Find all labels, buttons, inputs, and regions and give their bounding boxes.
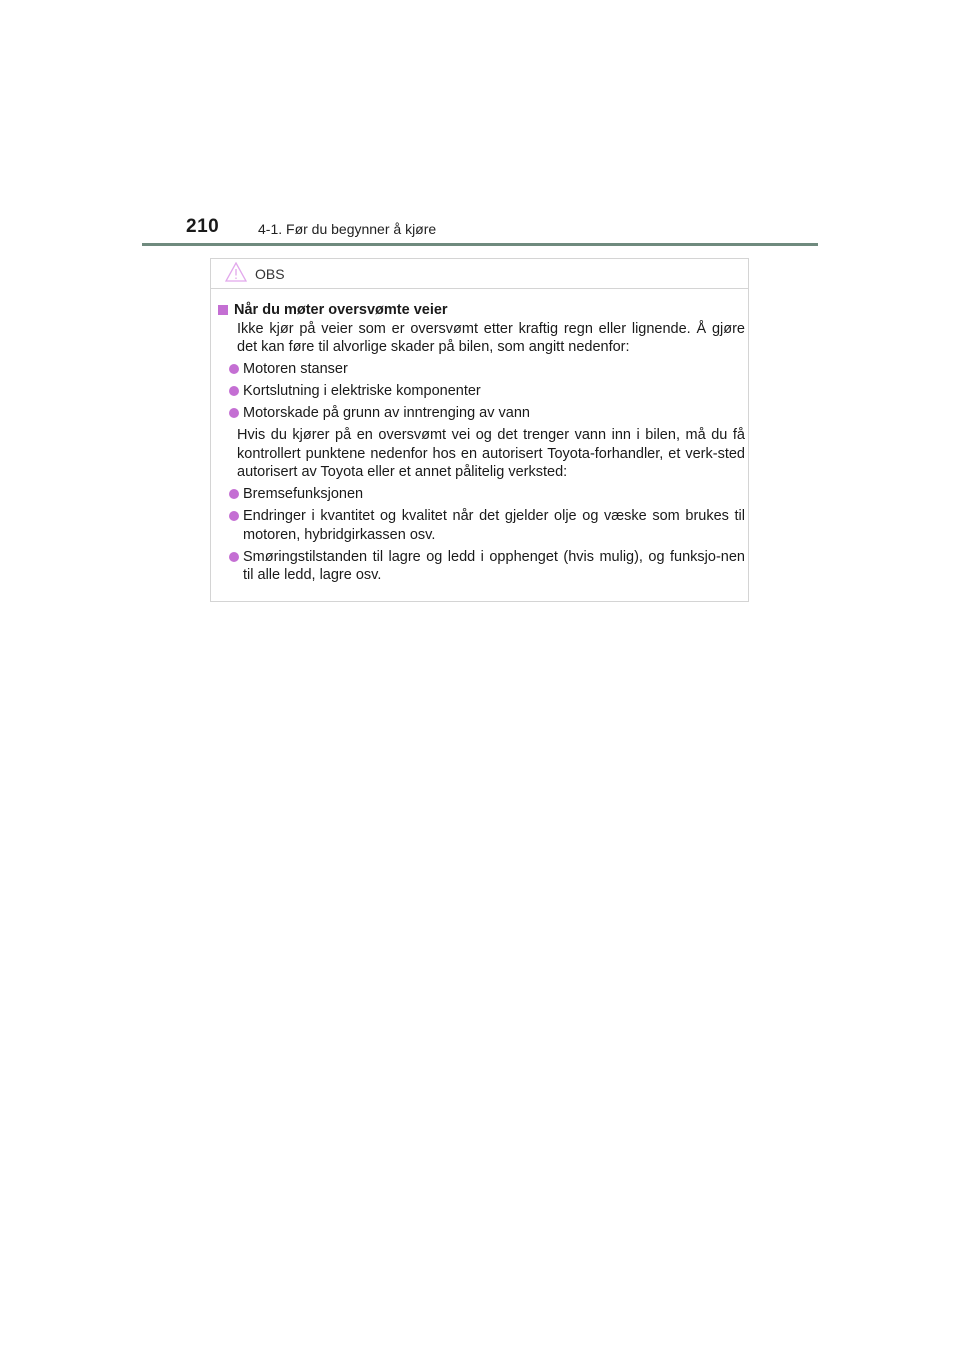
list-item: Motorskade på grunn av inntrenging av vann	[217, 404, 745, 423]
section-title: 4-1. Før du begynner å kjøre	[258, 221, 437, 237]
header-rule	[142, 243, 818, 246]
caution-title: OBS	[255, 266, 285, 282]
list-item: Bremsefunksjonen	[217, 485, 745, 504]
square-bullet-icon	[218, 305, 228, 315]
intro-paragraph: Ikke kjør på veier som er oversvømt etter kraftig regn eller lignende. Å gjøre det kan føre til alvorlige skader på bilen, som angitt nedenfor:	[237, 320, 745, 355]
middle-paragraph: Hvis du kjører på en oversvømt vei og det trenger vann inn i bilen, må du få kontrollert punktene nedenfor hos en autorisert Toyota-forhandler, et verk-sted autorisert av Toyota eller et annet pålitelig verksted:	[237, 427, 745, 480]
caution-header	[211, 259, 748, 289]
page-header	[186, 216, 818, 244]
list-item: Kortslutning i elektriske komponenter	[217, 382, 745, 401]
warning-triangle-icon	[225, 262, 247, 282]
page-number: 210	[186, 216, 220, 237]
bullet-dot-icon	[229, 386, 239, 396]
caution-content	[217, 301, 745, 585]
bullet-dot-icon	[229, 364, 239, 374]
caution-box	[210, 258, 749, 602]
bullet-dot-icon	[229, 552, 239, 562]
topic-heading	[217, 301, 745, 320]
bullet-dot-icon	[229, 489, 239, 499]
list-item: Smøringstilstanden til lagre og ledd i opphenget (hvis mulig), og funksjo-nen til alle ledd, lagre osv.	[217, 548, 745, 585]
list-item: Motoren stanser	[217, 360, 745, 379]
bullet-dot-icon	[229, 511, 239, 521]
bullet-dot-icon	[229, 408, 239, 418]
topic-heading-text: Når du møter oversvømte veier	[234, 302, 448, 318]
list-item: Endringer i kvantitet og kvalitet når det gjelder olje og væske som brukes til motoren, hybridgirkassen osv.	[217, 507, 745, 544]
